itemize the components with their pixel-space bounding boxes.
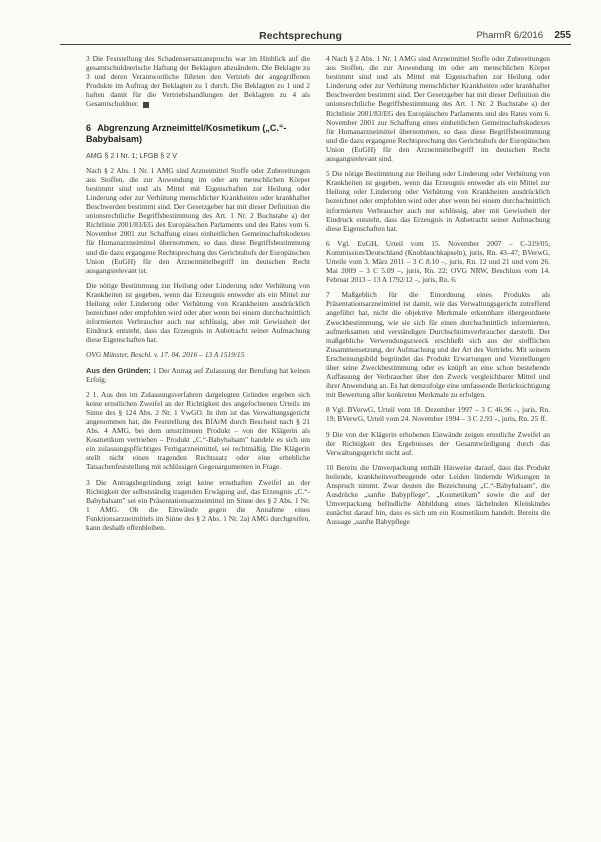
leitsatz-2: Die nötige Bestimmung zur Heilung oder Linderung oder Verhütung von Krankheiten ist gegeben, wenn das Erzeugnis entweder als ein Mittel zur Heilung oder Linderung oder Verhütung von Krankheiten ausdrücklich bezeichnet oder empfohlen wird oder aber wenn bei einem durchschnittlich informierten Verbraucher auch nur schlüssig, aber mit Gewissheit der Eindruck entsteht, dass das Erzeugnis in Anbetracht seiner Aufmachung diese Eigenschaften hat. — [86, 280, 310, 345]
paragraph: 9 Die von der Klägerin erhobenen Einwände zeigen ernstliche Zweifel an der Richtigkeit des Ergebnisses der Gesamtwürdigung durch das Verwaltungsgericht nicht auf. — [326, 429, 550, 457]
left-column — [86, 54, 310, 538]
reasons-intro — [86, 366, 310, 384]
reasons-heading: Aus den Gründen: — [86, 365, 151, 375]
paragraph: 4 Nach § 2 Abs. 1 Nr. 1 AMG sind Arzneimittel Stoffe oder Zubereitungen aus Stoffen, die zur Anwendung im oder am menschlichen Körper bestimmt sind und als Mittel mit Eigenschaften zur Heilung oder Linderung oder zur Verhütung menschlicher Krankheiten oder krankhafter Beschwerden bestimmt sind. Der Gesetzgeber hat mit dieser Definition die unionsrechtliche Begriffsbestimmung des Art. 1 Nr. 2 Buchstabe a) der Richtlinie 2001/83/EG des Europäischen Parlaments und des Rates vom 6. November 2001 zur Schaffung eines einheitlichen Gemeinschaftskodexes für Humanarzneimittel übernommen, so dass diese Begriffsbestimmung und die dazu ergangene Rechtsprechung des Gerichtshofs der Europäischen Union (EuGH) für den Arzneimittelbegriff im deutschen Recht ausgangsrelevant sind. — [326, 54, 550, 164]
header-rule — [60, 44, 571, 45]
paragraph — [86, 54, 310, 109]
paragraph: 2 1. Aus den im Zulassungsverfahren dargelegten Gründen ergeben sich keine ernstlichen Zweifel an der Richtigkeit des angefochtenen Urteils im Sinne des § 124 Abs. 2 Nr. 1 VwGO. In ihm ist das Verwaltungsgericht angenommen hat, die Feststellung des BfArM durch Bescheid nach § 21 Abs. 4 AMG, bei dem umstrittenen Produkt – von der Klägerin als Kosmetikum vertrieben – Produkt „C.“-Babybalsam" handele es sich um ein zulassungspflichtiges Fertigarzneimittel, sei rechtmäßig. Die Klägerin stellt nicht einen tragenden Rechtssatz oder eine erhebliche Tatsachenfeststellung mit schlüssigen Gegenargumenten in Frage. — [86, 389, 310, 472]
norms-reference: AMG § 2 I Nr. 1; LFGB § 2 V — [86, 150, 178, 160]
paragraph: 6 Vgl. EuGH, Urteil vom 15. November 2007 – C-319/05, Kommission/Deutschland (Knoblauchkapseln), juris, Rn. 43–47; BVerwG, Urteile vom 3. März 2011 – 3 C 8.10 –, juris, Rn. 12 und 21 und vom 26. Mai 2009 – 3 C 5.09 –, juris, Rn. 22; OVG NRW, Beschluss vom 14. Februar 2013 – 13 A 1792/12 –, juris, Rn. 6. — [326, 238, 550, 285]
page-number: 255 — [554, 30, 571, 41]
case-title: Abgrenzung Arzneimittel/Kosmetikum („C.“-Babybalsam) — [86, 122, 287, 144]
paragraph: 3 Die Antragsbegründung zeigt keine ernsthaften Zweifel an der Richtigkeit der selbstständig tragenden Erwägung auf, das Erzeugnis „C.“-Babybalsam" sei ein Präsentationsarzneimittel im Sinne des § 2 Abs. 1 Nr. 1 AMG. Ob die Einwände gegen die Annahme eines Funktionsarzneimittels im Sinne des § 2 Abs. 1 Nr. 2a) AMG durchgreifen, kann deshalb offenbleiben. — [86, 477, 310, 533]
paragraph: 7 Maßgeblich für die Einordnung eines Produkts als Präsentationsarzneimittel ist damit, wie das Verwaltungsgericht zutreffend angeführt hat, nicht die objektive Merkmale erkennbare übergeordnete Zweckbestimmung, wie sie sich für einen durchschnittlich informierten, aufmerksamen und verständigen Durchschnittsverbraucher darstellt. Der maßgebliche Verwendungszweck erschließt sich aus der stofflichen Zusammensetzung, der Aufmachung und der Art des Vertriebs. Mit seinem Erscheinungsbild begründet das Produkt Erwartungen und Vorstellungen über seine Zweckbestimmung oder es knüpft an eine schon bestehende Auffassung der Verbraucher über den Zweck vergleichbarer Mittel und ihrer Anwendung an. Es hat demzufolge eine umfassende Berücksichtigung mit Bewertung aller konkreten Merkmale zu erfolgen. — [326, 290, 550, 400]
leitsatz: Nach § 2 Abs. 1 Nr. 1 AMG sind Arzneimittel Stoffe oder Zubereitungen aus Stoffen, die zur Anwendung im oder am menschlichen Körper bestimmt sind und als Mittel mit Eigenschaften zur Heilung oder Linderung oder zur Verhütung menschlicher Krankheiten oder krankhafter Beschwerden bestimmt sind. Der Gesetzgeber hat mit dieser Definition die unionsrechtliche Begriffsbestimmung des Art. 1 Nr. 2 Buchstabe a) der Richtlinie 2001/83/EG des Europäischen Parlaments und des Rates vom 6. November 2001 zur Schaffung eines einheitlichen Gemeinschaftskodexes für Humanarzneimittel übernommen, so dass diese Begriffsbestimmung und die dazu ergangene Rechtsprechung des Gerichtshofs der Europäischen Union (EuGH) für den Arzneimittelbegriff im deutschen Recht ausgangsrelevant ist. — [86, 165, 310, 275]
paragraph-text: 3 Die Feststellung des Schadensersatzanspruchs war im Hinblick auf die gesamtschuldnerische Haftung der Beklagten abzuändern. Die Beklagte zu 3 und deren Verantwortliche führten den Vertrieb der angegriffenen Produkte im Auftrag der Beklagten zu 1 durch. Die Beklagten zu 1 und 2 haften damit für die Vertriebshandlungen der Beklagten zu 4 als Gesamtschuldner. — [86, 54, 310, 109]
paragraph: 5 Die nötige Bestimmung zur Heilung oder Linderung oder Verhütung von Krankheiten ist gegeben, wenn das Erzeugnis entweder als ein Mittel zur Heilung oder Linderung oder Verhütung von Krankheiten ausdrücklich bezeichnet oder empfohlen wird oder aber wenn bei einem durchschnittlich informierten Verbraucher auch nur schlüssig, aber mit Gewissheit der Eindruck entsteht, dass das Erzeugnis in Anbetracht seiner Aufmachung diese Eigenschaften hat. — [326, 169, 550, 233]
journal-issue: PharmR 6/2016 — [476, 30, 543, 41]
end-mark-icon — [143, 102, 149, 108]
case-heading — [86, 123, 310, 145]
paragraph: 10 Bereits die Umverpackung enthält Hinweise darauf, dass das Produkt heilende, krankheitsvorbeugende oder Leiden lindernde Wirkungen in Anspruch nimmt. Zwar deuten die Bezeichnung „C.“-Babybalsam", die Ausdrücke „sanfte Babypflege", „Kosmetikum" sowie die auf der Umverpackung befindliche Abbildung eines lächelnden Kleinkindes zunächst darauf hin, dass es sich um ein Kosmetikum handelt. Bereits die Aussage „sanfte Babypflege — [326, 462, 550, 527]
paragraph: 8 Vgl. BVerwG, Urteil vom 18. Dezember 1997 – 3 C 46.96 –, juris, Rn. 19; BVerwG, Urteil vom 24. November 1994 – 3 C 2.93 –, juris, Rn. 25 ff. — [326, 405, 550, 424]
reasons-text: 1 Der Antrag auf Zulassung der Berufung hat keinen Erfolg. — [86, 365, 310, 384]
right-column — [326, 54, 550, 533]
court-citation: OVG Münster, Beschl. v. 17. 04. 2016 – 13 A 1519/15 — [86, 350, 245, 360]
section-title: Rechtsprechung — [259, 30, 342, 42]
case-number: 6 — [86, 122, 92, 133]
